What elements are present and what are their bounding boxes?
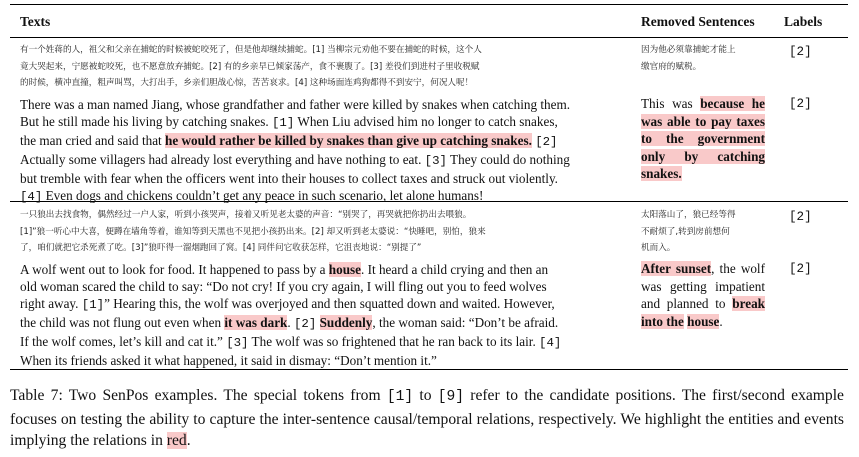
row2-en-text: . It heard a child crying and then an <box>361 262 549 277</box>
row2-en-line-4 <box>20 314 632 333</box>
row2-removed-zh-line: 太阳落山了，狼已经等得 <box>641 210 736 220</box>
row1-token-2: [2] <box>535 135 558 149</box>
row2-en-text: the child was not flung out even when <box>20 315 225 330</box>
row2-en-text: right away. <box>20 296 82 311</box>
row2-zh-line-1: 一只狼出去找食物，偶然经过一户人家，听到小孩哭声，接着又听见老太婆的声音：“别哭了，再哭就把你扔出去喂狼。 <box>20 210 472 220</box>
row1-en-line-2 <box>20 113 632 132</box>
header-texts: Texts <box>20 14 51 29</box>
row2-removed-highlight-sunset: After sunset <box>641 261 712 276</box>
row2-english-text <box>20 261 632 369</box>
row1-en-text: Even dogs and chickens couldn’t get any peace in such scenario, let alone humans! <box>42 188 484 203</box>
row2-highlight-suddenly: Suddenly <box>319 315 373 330</box>
row2-en-text: A wolf went out to look for food. It happened to pass by a <box>20 262 329 277</box>
table-top-rule <box>10 4 848 5</box>
caption-text: Table 7: Two SenPos examples. The special tokens from <box>10 387 387 404</box>
row1-en-line-5: but tremble with fear when the officers went into their houses to collect taxes and struck out violently. <box>20 171 558 186</box>
caption-token-1: [1] <box>386 389 414 405</box>
row2-removed-zh-line: 机而入。 <box>641 243 676 254</box>
row1-english-text <box>20 96 632 206</box>
row1-en-line-4 <box>20 151 632 170</box>
row2-zh-line-3: 了，咱们就把它杀死煮了吃。[3]”狼吓得一溜烟跑回了窝。[4] 同伴问它收获怎样，它沮丧地说：“别提了” <box>20 243 422 254</box>
row1-token-3: [3] <box>424 154 447 168</box>
row1-en-line-1: There was a man named Jiang, whose grandfather and father were killed by snakes when catching them. <box>20 97 571 112</box>
row2-en-text: , the woman said: “Don’t be afraid. <box>372 315 559 330</box>
row2-removed-end: . <box>719 313 723 329</box>
row1-label-english: [2] <box>789 97 812 111</box>
row2-zh-line-2: [1]”狼一听心中大喜，便蹲在墙角等着，谁知等到天黑也不见把小孩扔出来。[2] 却又听到老太婆说：“快睡吧，别怕，狼来 <box>20 226 486 237</box>
row2-en-text: . <box>287 315 294 330</box>
row2-highlight-dark: it was dark <box>224 315 288 330</box>
row1-token-4: [4] <box>20 190 43 204</box>
row2-token-4: [4] <box>539 336 562 350</box>
row2-removed-zh-line: 不耐烦了,转到房前想何 <box>641 226 730 237</box>
row1-zh-line-3: 的时候，横冲直撞，粗声叫骂，大打出手，乡亲们胆战心惊，苦苦哀求。[4] 这种场面连鸡狗都得不到安宁，何况人呢！ <box>20 78 474 89</box>
table-bottom-rule <box>10 369 848 370</box>
row2-removed-chinese <box>641 207 771 257</box>
row2-en-line-1 <box>20 261 632 278</box>
row2-chinese-text <box>20 207 632 257</box>
row2-en-text: If the wolf comes, let’s kill and cat it.” <box>20 334 227 349</box>
table-caption <box>10 385 844 452</box>
row2-en-line-3 <box>20 295 632 314</box>
row1-en-text: When Liu advised him no longer to catch snakes, <box>294 114 558 129</box>
caption-text: to <box>413 387 438 404</box>
row2-en-line-5 <box>20 333 632 352</box>
row2-en-text: ” Hearing this, the wolf was overjoyed and then squatted down and waited. However, <box>104 296 555 311</box>
row1-removed-zh-line: 缴官府的赋税。 <box>641 61 702 72</box>
row2-removed-text: , the wolf was getting impatient and planned to <box>641 261 765 312</box>
row2-label-english: [2] <box>789 262 812 276</box>
header-labels: Labels <box>784 14 823 29</box>
row1-en-text: the man cried and said that <box>20 133 166 148</box>
caption-text: . <box>186 432 191 449</box>
row1-removed-text: This was <box>641 96 701 111</box>
row1-en-text: But he still made his living by catching snakes. <box>20 114 272 129</box>
row2-en-line-6: When its friends asked it what happened, it said in dismay: “Don’t mention it.” <box>20 353 437 368</box>
caption-red-highlight: red <box>166 432 187 449</box>
header-removed-sentences: Removed Sentences <box>641 14 755 29</box>
row1-label-chinese: [2] <box>789 45 812 59</box>
row1-removed-highlight: because he was able to pay taxes to the government only by catching snakes. <box>641 96 765 182</box>
row1-token-1: [1] <box>272 116 295 130</box>
caption-token-9: [9] <box>437 389 465 405</box>
row2-removed-highlight-break: break into the <box>641 296 765 329</box>
row2-token-1: [1] <box>81 298 105 312</box>
row1-chinese-text <box>20 42 632 92</box>
row1-removed-chinese <box>641 42 771 75</box>
header-rule <box>10 37 848 38</box>
row1-removed-english <box>641 95 765 183</box>
caption-text: refer to the candidate positions. The first/second example focuses on testing the ability to capture the inter-sentence causal/temporal relations, respectively. We highlight the entities and events implying the relations in <box>10 387 844 449</box>
row2-removed-english <box>641 260 765 330</box>
row1-zh-line-2: 竟大哭起来，宁愿被蛇咬死，也不愿意放弃捕蛇。[2] 有的乡亲早已倾家荡产，食不裹腹了。[3] 差役们到进村子里收税赋 <box>20 61 480 72</box>
row2-en-text: The wolf was so frightened that he ran back to its lair. <box>248 334 540 349</box>
row2-token-2: [2] <box>293 317 317 331</box>
row1-en-text: Actually some villagers had already lost everything and have nothing to eat. <box>20 152 425 167</box>
row1-removed-zh-line: 因为他必须靠捕蛇才能上 <box>641 45 736 55</box>
row1-en-text: They could do nothing <box>446 152 570 167</box>
row1-en-line-3 <box>20 132 632 151</box>
row2-token-3: [3] <box>226 336 249 350</box>
row1-highlight-reason: he would rather be killed by snakes than give up catching snakes. <box>165 133 532 148</box>
row2-highlight-house: house <box>328 262 362 277</box>
row1-en-line-6 <box>20 187 632 206</box>
row2-removed-highlight-house: house <box>687 313 720 329</box>
row2-label-chinese: [2] <box>789 210 812 224</box>
row1-zh-line-1: 有一个姓蒋的人，祖父和父亲在捕蛇的时候被蛇咬死了，但是他却继续捕蛇。[1] 当柳宗元劝他不要在捕蛇的时候，这个人 <box>20 45 482 55</box>
row2-en-line-2: old woman scared the child to say: “Do not cry! If you cry again, I will fling out you to feed wolves <box>20 279 547 294</box>
